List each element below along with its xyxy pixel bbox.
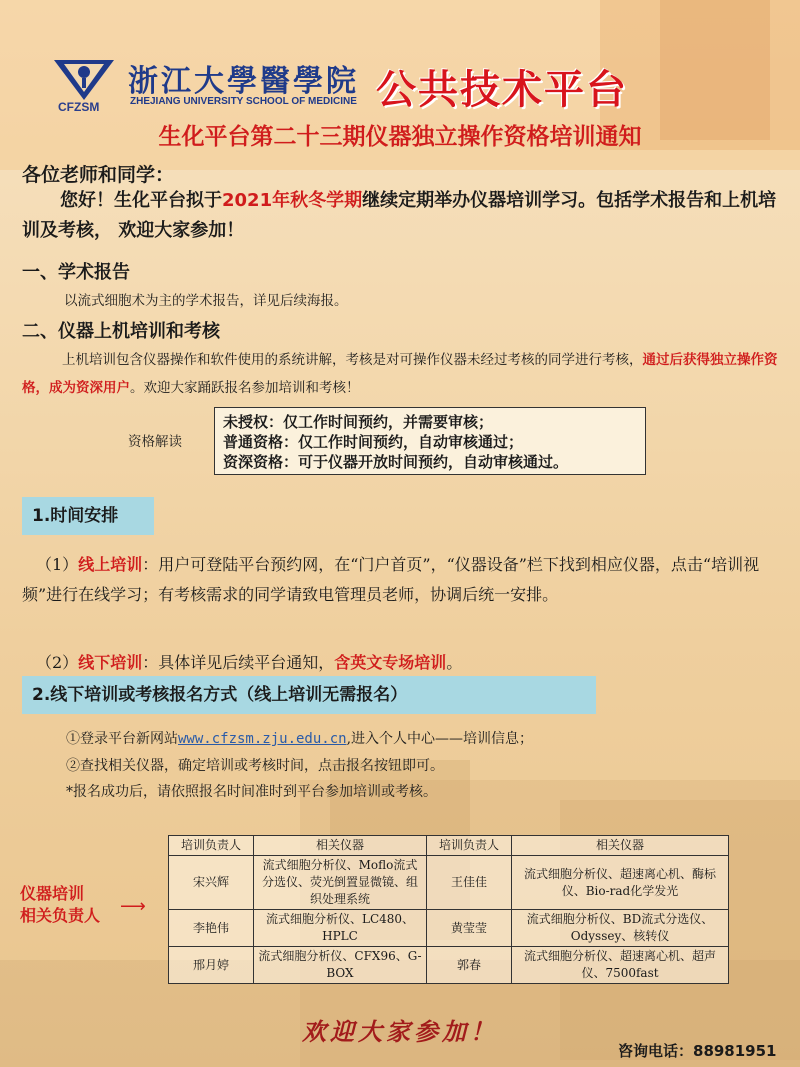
online-training-paragraph: （1）线上培训：用户可登陆平台预约网，在“门户首页”，“仪器设备”栏下找到相应仪器，点击“培训视频”进行在线学习；有考核需求的同学请致电管理员老师，协调后统一安排。: [22, 555, 760, 604]
logo-abbreviation: CFZSM: [58, 100, 100, 114]
table-cell: 郭春: [427, 947, 512, 984]
section-training-body: 上机培训包含仪器操作和软件使用的系统讲解，考核是对可操作仪器未经过考核的同学进行考核，通过后获得独立操作资格，成为资深用户。欢迎大家踊跃报名参加培训和考核！: [22, 352, 778, 396]
qualification-label: 资格解读: [128, 434, 182, 450]
table-header-cell: 培训负责人: [427, 836, 512, 856]
table-cell: 流式细胞分析仪、CFX96、G-BOX: [254, 947, 427, 984]
platform-website-link[interactable]: www.cfzsm.zju.edu.cn: [178, 731, 347, 747]
schedule-heading: 1.时间安排: [22, 497, 154, 535]
section-heading-training: 二、仪器上机培训和考核: [22, 321, 220, 342]
registration-heading: 2.线下培训或考核报名方式（线上培训无需报名）: [22, 676, 596, 714]
table-header-cell: 相关仪器: [512, 836, 729, 856]
table-row: [169, 856, 729, 910]
table-row: [169, 947, 729, 984]
platform-title: 公共技术平台: [376, 67, 628, 113]
table-cell: 流式细胞分析仪、超速离心机、酶标仪、Bio-rad化学发光: [512, 856, 729, 910]
table-cell: 流式细胞分析仪、LC480、HPLC: [254, 910, 427, 947]
registration-step-2: ②查找相关仪器，确定培训或考核时间，点击报名按钮即可。: [66, 758, 444, 774]
table-cell: 王佳佳: [427, 856, 512, 910]
table-cell: 黄莹莹: [427, 910, 512, 947]
school-name-en: ZHEJIANG UNIVERSITY SCHOOL OF MEDICINE: [130, 96, 357, 107]
table-cell: 李艳伟: [169, 910, 254, 947]
registration-note: *报名成功后，请依照报名时间准时到平台参加培训或考核。: [66, 784, 437, 800]
semester-highlight: 2021年秋冬学期: [222, 190, 363, 211]
contact-phone: 咨询电话：88981951: [618, 1042, 777, 1060]
qualification-line: 普通资格：仅工作时间预约，自动审核通过；: [223, 433, 524, 451]
offline-training-paragraph: （2）线下培训：具体详见后续平台通知，含英文专场培训。: [36, 653, 463, 672]
section-heading-report: 一、学术报告: [22, 262, 130, 283]
qualification-line: 未授权：仅工作时间预约，并需要审核；: [223, 413, 494, 431]
arrow-right-icon: ⟶: [120, 896, 146, 917]
table-cell: 流式细胞分析仪、超速离心机、超声仪、7500fast: [512, 947, 729, 984]
table-header-row: [169, 836, 729, 856]
offline-training-label: 线下培训: [78, 653, 143, 672]
table-header-cell: 相关仪器: [254, 836, 427, 856]
school-name-cn: 浙江大學醫學院: [128, 64, 359, 99]
staff-side-label: 仪器培训 相关负责人: [20, 884, 101, 925]
table-cell: 宋兴辉: [169, 856, 254, 910]
table-cell: 流式细胞分析仪、Moflo流式分选仪、荧光倒置显微镜、组织处理系统: [254, 856, 427, 910]
table-cell: 邢月婷: [169, 947, 254, 984]
table-header-cell: 培训负责人: [169, 836, 254, 856]
school-emblem-icon: [52, 56, 116, 102]
online-training-label: 线上培训: [78, 555, 143, 574]
table-cell: 流式细胞分析仪、BD流式分选仪、Odyssey、核转仪: [512, 910, 729, 947]
greeting: 各位老师和同学：: [22, 164, 175, 186]
intro-paragraph: 您好！生化平台拟于2021年秋冬学期继续定期举办仪器培训学习。包括学术报告和上机培训及考核， 欢迎大家参加！: [22, 190, 777, 241]
qualification-highlight: 通过后获得独立操作资格，成为资深用户: [22, 352, 778, 396]
welcome-banner: 欢迎大家参加！: [302, 1018, 498, 1046]
table-row: [169, 910, 729, 947]
qualification-box: [214, 407, 646, 475]
registration-step-1: ①登录平台新网站www.cfzsm.zju.edu.cn,进入个人中心——培训信息；: [66, 731, 534, 747]
qualification-line: 资深资格：可于仪器开放时间预约，自动审核通过。: [223, 453, 569, 471]
english-session-highlight: 含英文专场培训: [334, 653, 447, 672]
notice-title: 生化平台第二十三期仪器独立操作资格培训通知: [158, 124, 642, 150]
section-report-body: 以流式细胞术为主的学术报告，详见后续海报。: [64, 293, 348, 309]
staff-table: [168, 835, 729, 984]
